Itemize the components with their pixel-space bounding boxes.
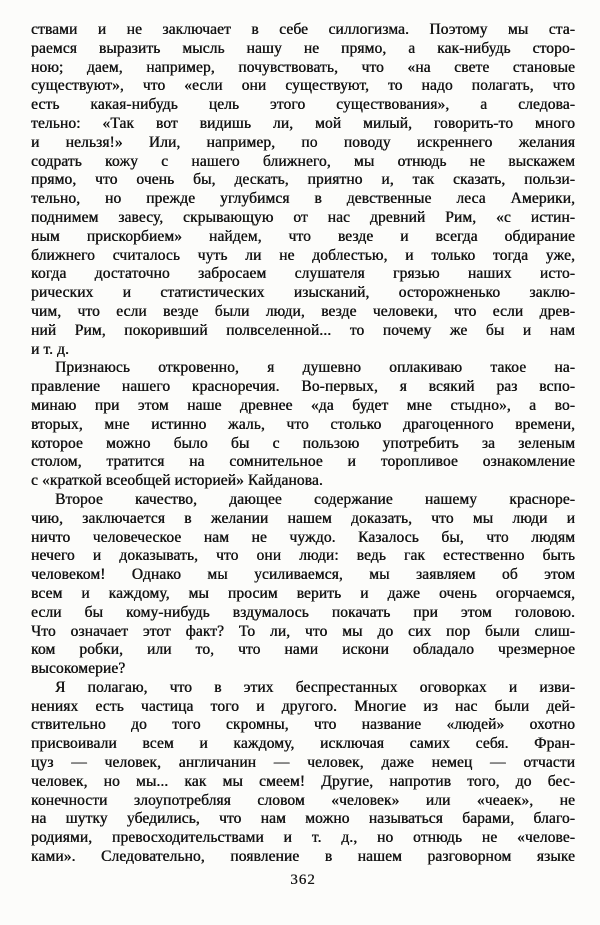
page-number: 362 [290,872,316,888]
text-line: ближнего считалось чуть ли не доблестью, и только тогда уже, [31,246,575,264]
text-line: Второе качество, дающее содержание нашему красноре- [55,490,575,508]
text-line: ствительно до того скромны, что название «людей» охотно [31,716,575,734]
text-line: всем и каждому, мы просим верить и даже очень огорчаемся, [31,584,575,602]
text-line: Я полагаю, что в этих беспрестанных оговорках и изви- [55,678,575,696]
paragraph [31,679,575,867]
text-line: человек, но мы... как мы смеем! Другие, напротив того, до бес- [31,772,575,790]
paragraph [31,359,575,491]
text-line: правление нашего красноречия. Во-первых, я всякий раз вспо- [31,378,575,396]
text-line: человеком! Однако мы усиливаемся, мы заявляем об этом [31,566,575,584]
text-line: цуз — человек, англичанин — человек, даже немец — отчасти [31,754,575,772]
text-line: минаю при этом наше древнее «да будет мне стыдно», а во- [31,396,575,414]
paragraph [31,21,575,359]
text-line: ками». Следовательно, появление в нашем разговорном языке [31,848,575,866]
text-line: столом, тратится на сомнительное и торопливое ознакомление [31,453,575,471]
text-line: ний Рим, покоривший полвселенной... то почему же бы и нам [31,321,575,339]
text-line: ствами и не заключает в себе силлогизма. Поэтому мы ста- [31,21,575,38]
text-line: рических и статистических изысканий, осторожненько заклю- [31,284,575,302]
text-line: вторых, мне истинно жаль, что столько драгоценного времени, [31,415,575,433]
text-line: присвоивали всем и каждому, исключая самих себя. Фран- [31,735,575,753]
text-line: чим, что если везде были люди, везде человеки, что если древ- [31,302,575,320]
text-line: которое можно было бы с пользою употребить за зеленым [31,434,575,452]
text-line: и нельзя!» Или, например, по поводу искреннего желания [31,133,575,151]
text-line: содрать кожу с нашего ближнего, мы отнюдь не выскажем [31,152,575,170]
text-line: существуют», что «если они существуют, то надо полагать, что [31,77,575,95]
text-line: Что означает этот факт? То ли, что мы до сих пор были слиш- [31,622,575,640]
text-line: и т. д. [31,340,69,358]
paragraph [31,491,575,679]
text-line: чию, заключается в желании нашем доказать, что мы люди и [31,509,575,527]
text-line: прямо, что очень бы, дескать, приятно и, так сказать, пользи- [31,171,575,189]
text-line: поднимем завесу, скрывающую от нас древний Рим, «с истин- [31,208,575,226]
text-line: тельно: «Так вот видишь ли, мой милый, говорить-то много [31,114,575,132]
text-line: когда достаточно забросаем слушателя грязью наших исто- [31,265,575,283]
text-line: ною; даем, например, почувствовать, что «на свете становые [31,58,575,76]
text-line: есть какая-нибудь цель этого существования», а следова- [31,96,575,114]
text-line: конечности злоупотребляя словом «человек» или «чеаек», не [31,791,575,809]
text-line: раемся выразить мысль нашу не прямо, а как-нибудь сторо- [31,39,575,57]
text-line: тельно, но прежде углубимся в девственные леса Америки, [31,190,575,208]
text-line: с «краткой всеобщей историей» Кайданова. [31,472,323,490]
text-line: на шутку убедились, что нам можно называться барами, благо- [31,810,575,828]
text-block [31,21,575,867]
text-line: ничто человеческое нам не чуждо. Казалось бы, что людям [31,528,575,546]
text-line: ным прискорбием» найдем, что везде и всегда обдирание [31,227,575,245]
text-line: если бы кому-нибудь вздумалось покачать при этом головою. [31,603,575,621]
text-line: высокомерие? [31,660,126,678]
text-line: ком робки, или то, что нами искони обладало чрезмерное [31,641,575,659]
text-line: нечего и доказывать, что они люди: ведь гак естественно быть [31,547,575,565]
text-line: нениях есть частица того и другого. Многие из нас были дей- [31,697,575,715]
text-line: родиями, превосходительствами и т. д., но отнюдь не «челове- [31,829,575,847]
text-line: Признаюсь откровенно, я душевно оплакиваю такое на- [55,359,575,377]
